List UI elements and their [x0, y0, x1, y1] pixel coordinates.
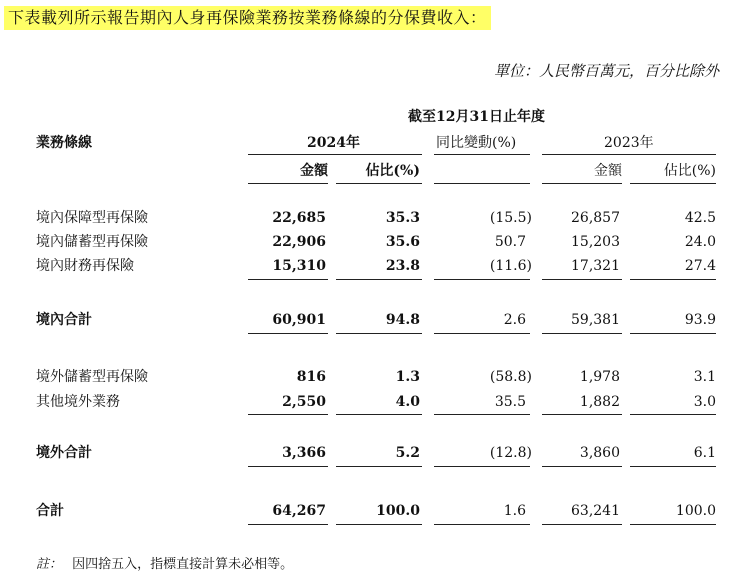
row-label: 境內保障型再保險 — [36, 210, 148, 226]
yoy-cell: (15.5) — [489, 210, 532, 226]
yoy-cell: 35.5 — [494, 394, 526, 410]
yoy-cell: 50.7 — [494, 234, 526, 250]
share-2023-cell: 27.4 — [684, 258, 716, 274]
rule-share-2023 — [630, 279, 716, 280]
rule-amount-2023 — [542, 414, 622, 415]
rule-yoy — [434, 466, 530, 467]
header-rule-2023 — [542, 154, 716, 155]
amount-2023-cell: 15,203 — [571, 234, 620, 250]
rule-amount-2024 — [248, 279, 328, 280]
share-2023-cell: 42.5 — [684, 210, 716, 226]
rule-amount-2024 — [248, 333, 328, 334]
share-2023-cell: 3.1 — [693, 369, 716, 385]
share-2023-cell: 93.9 — [684, 312, 716, 328]
rule-yoy — [434, 333, 530, 334]
share-2024-cell: 35.6 — [385, 234, 420, 250]
amount-2024-cell: 60,901 — [272, 312, 326, 328]
share-2024-cell: 23.8 — [385, 258, 420, 274]
row-label: 境內儲蓄型再保險 — [36, 234, 148, 250]
amount-2023-cell: 26,857 — [571, 210, 620, 226]
share-2024-cell: 100.0 — [376, 503, 420, 519]
share-2023-cell: 24.0 — [684, 234, 716, 250]
rule-share-2023 — [630, 333, 716, 334]
row-label: 境外儲蓄型再保險 — [36, 369, 148, 385]
share-2023-cell: 3.0 — [693, 394, 716, 410]
unit-text: 單位：人民幣百萬元，百分比除外 — [493, 62, 719, 80]
amount-2023-cell: 3,860 — [579, 445, 620, 461]
rule-amount-2023 — [542, 279, 622, 280]
amount-2023-cell: 1,978 — [579, 369, 620, 385]
row-label: 其他境外業務 — [36, 394, 120, 410]
rule-amount-2023 — [542, 333, 622, 334]
share-2024-cell: 35.3 — [385, 210, 420, 226]
rule-share-2024 — [336, 279, 422, 280]
footnote — [36, 553, 293, 572]
share-2024-cell: 5.2 — [395, 445, 420, 461]
share-2023-cell: 6.1 — [693, 445, 716, 461]
row-label: 境外合計 — [36, 445, 92, 461]
rule-share-2023 — [630, 524, 716, 525]
yoy-cell: (12.8) — [489, 445, 532, 461]
row-label: 境內合計 — [36, 312, 92, 328]
business-line-header: 業務條線 — [36, 135, 92, 151]
amount-2024-cell: 2,550 — [282, 394, 326, 410]
amount-2023-cell: 59,381 — [571, 312, 620, 328]
subheader-rule-amount-2024 — [248, 183, 328, 184]
row-label: 合計 — [36, 503, 64, 519]
rule-share-2024 — [336, 333, 422, 334]
amount-2024-cell: 3,366 — [282, 445, 326, 461]
share-2024-header: 佔比(%) — [365, 163, 420, 179]
amount-2024-cell: 64,267 — [272, 503, 326, 519]
year-2024-header: 2024年 — [307, 135, 360, 151]
subheader-rule-amount-2023 — [542, 183, 622, 184]
rule-share-2023 — [630, 414, 716, 415]
footnote-prefix: 註： — [36, 557, 63, 572]
yoy-cell: 1.6 — [503, 503, 526, 519]
rule-amount-2024 — [248, 466, 328, 467]
yoy-change-header: 同比變動(%) — [436, 135, 517, 151]
amount-2023-cell: 1,882 — [579, 394, 620, 410]
rule-share-2024 — [336, 466, 422, 467]
amount-2023-cell: 17,321 — [571, 258, 620, 274]
yoy-cell: 2.6 — [503, 312, 526, 328]
share-2023-header: 佔比(%) — [663, 163, 716, 179]
rule-yoy — [434, 279, 530, 280]
rule-share-2023 — [630, 466, 716, 467]
intro-text: 下表載列所示報告期內人身再保險業務按業務條線的分保費收入： — [4, 6, 491, 30]
share-2023-cell: 100.0 — [675, 503, 716, 519]
rule-yoy — [434, 524, 530, 525]
rule-yoy — [434, 414, 530, 415]
amount-2024-cell: 816 — [296, 369, 326, 385]
subheader-rule-yoy — [434, 183, 530, 184]
amount-2024-cell: 22,685 — [272, 210, 326, 226]
subheader-rule-share-2023 — [630, 183, 716, 184]
amount-2024-cell: 22,906 — [272, 234, 326, 250]
amount-2023-cell: 63,241 — [571, 503, 620, 519]
period-header: 截至12月31日止年度 — [408, 109, 545, 125]
year-2023-header: 2023年 — [604, 135, 654, 151]
rule-amount-2024 — [248, 414, 328, 415]
footnote-text: 因四捨五入，指標直接計算未必相等。 — [72, 557, 294, 572]
header-rule-yoy — [434, 154, 530, 155]
rule-share-2024 — [336, 524, 422, 525]
rule-amount-2023 — [542, 466, 622, 467]
rule-share-2024 — [336, 414, 422, 415]
rule-amount-2023 — [542, 524, 622, 525]
yoy-cell: (58.8) — [489, 369, 532, 385]
amount-2023-header: 金額 — [594, 163, 622, 179]
subheader-rule-share-2024 — [336, 183, 422, 184]
amount-2024-header: 金額 — [300, 163, 328, 179]
share-2024-cell: 94.8 — [385, 312, 420, 328]
header-rule-2024 — [248, 154, 422, 155]
share-2024-cell: 1.3 — [395, 369, 420, 385]
rule-amount-2024 — [248, 524, 328, 525]
row-label: 境內財務再保險 — [36, 258, 134, 274]
amount-2024-cell: 15,310 — [272, 258, 326, 274]
share-2024-cell: 4.0 — [395, 394, 420, 410]
yoy-cell: (11.6) — [489, 258, 532, 274]
